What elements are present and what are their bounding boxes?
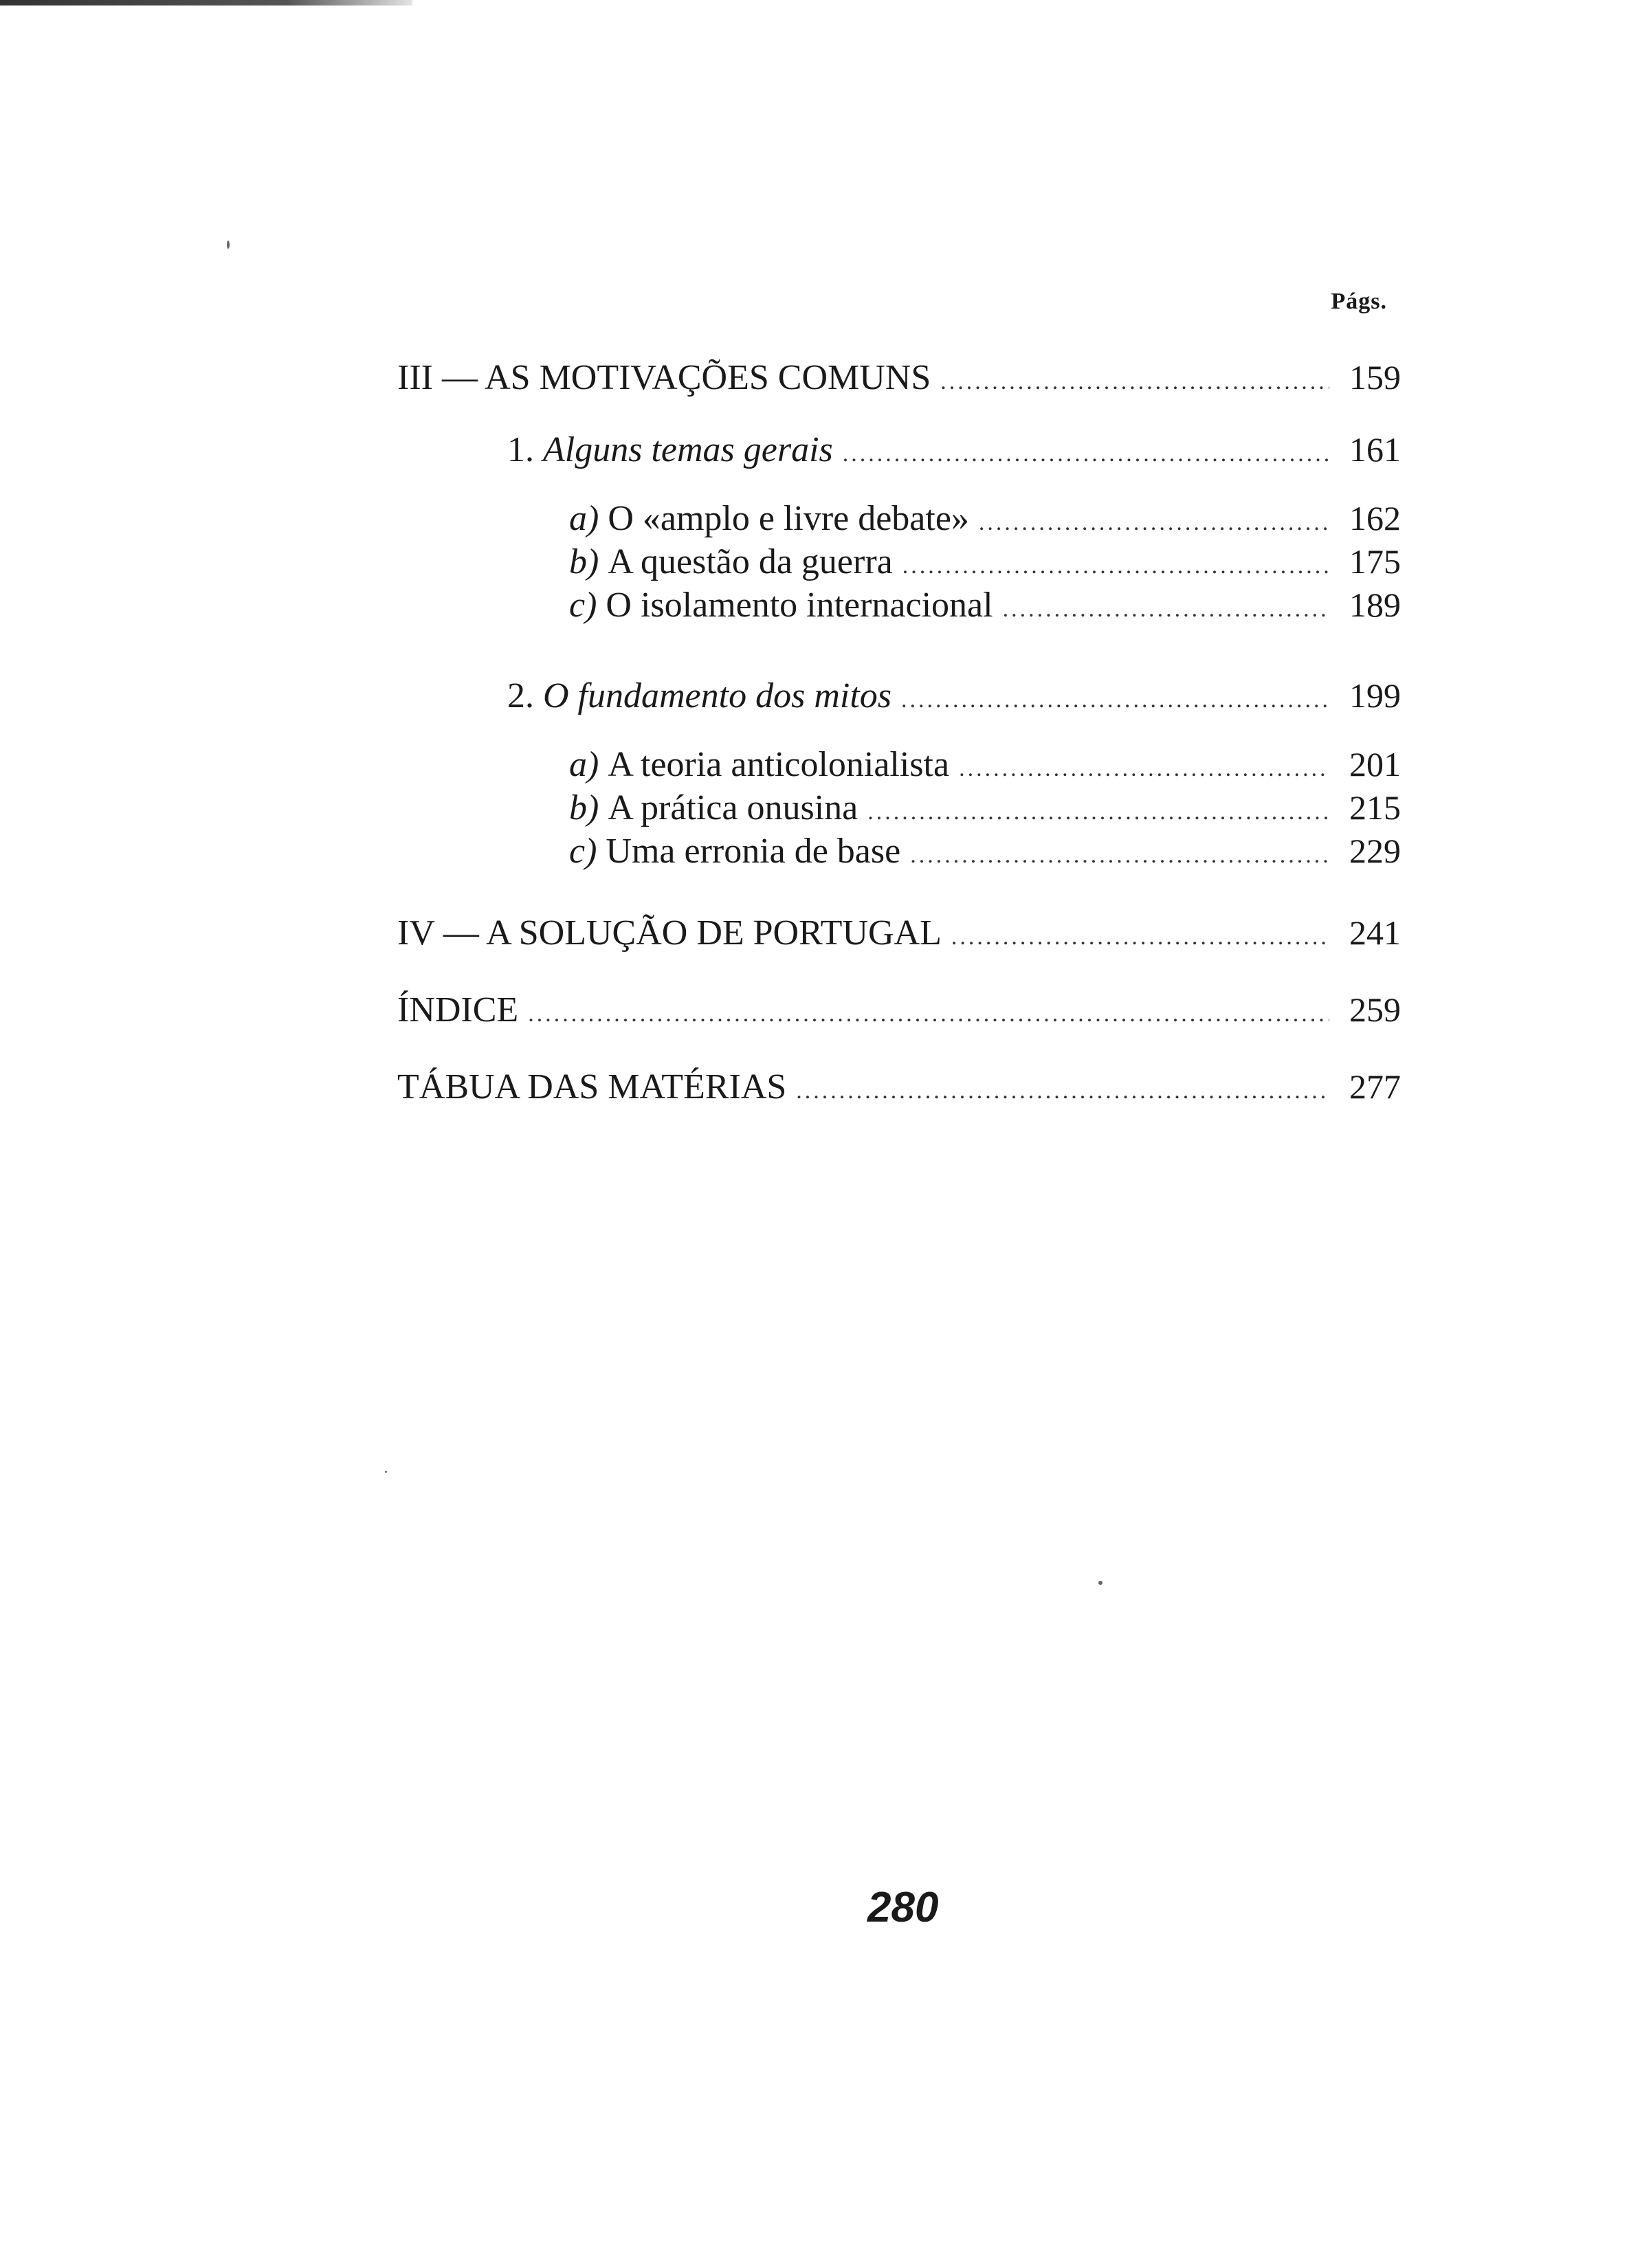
toc-entry-prefix: c) [569,586,606,625]
dot-leader [940,369,1329,395]
toc-entry-table-of-contents[interactable] [397,1067,1401,1107]
toc-entry-page: 159 [1349,358,1401,397]
toc-entry-subsection-c[interactable] [397,585,1401,625]
toc-entry-part-iii[interactable] [397,357,1401,398]
toc-entry-page: 162 [1349,499,1401,537]
scan-speck [385,1471,387,1473]
toc-entry-title: A teoria anticolonialista [608,745,950,784]
dot-leader [843,441,1329,467]
toc-entry-subsection-b[interactable] [397,788,1401,828]
toc-entry-section-2[interactable] [397,676,1401,716]
dot-leader [910,843,1329,869]
toc-entry-prefix: IV — [397,913,487,953]
toc-entry-title: Uma erronia de base [606,832,901,871]
page-number: 280 [867,1884,939,1931]
dot-leader [951,924,1329,950]
toc-entry-part-iv[interactable] [397,913,1401,953]
toc-entry-page: 215 [1349,788,1401,827]
dot-leader [979,510,1329,536]
dot-leader [902,553,1329,579]
toc-entry-subsection-c[interactable] [397,831,1401,871]
toc-entry-page: 201 [1349,745,1401,783]
toc-entry-prefix: b) [569,788,608,827]
toc-entry-title: O «amplo e livre debate» [608,499,969,538]
toc-entry-index[interactable] [397,990,1401,1030]
toc-entry-title: O isolamento internacional [606,586,993,625]
toc-entry-prefix: c) [569,832,606,871]
toc-entry-page: 189 [1349,586,1401,624]
toc-entry-page: 259 [1349,990,1401,1029]
dot-leader [796,1078,1329,1104]
toc-entry-title: A questão da guerra [608,542,893,581]
dot-leader [528,1001,1329,1027]
toc-entry-prefix: a) [569,499,608,538]
toc-entry-title: TÁBUA DAS MATÉRIAS [397,1067,787,1107]
dot-leader [867,799,1329,825]
toc-entry-page: 199 [1349,676,1401,715]
toc-entry-page: 229 [1349,832,1401,870]
toc-entry-title: AS MOTIVAÇÕES COMUNS [485,358,931,397]
toc-entry-page: 161 [1349,430,1401,469]
toc-entry-page: 241 [1349,913,1401,952]
toc-entry-prefix: 1. [507,430,543,469]
toc-entry-subsection-a[interactable] [397,744,1401,785]
dot-leader [959,756,1329,782]
toc-entry-section-1[interactable] [397,430,1401,470]
toc-entry-prefix: 2. [507,676,543,715]
toc-entry-title: A prática onusina [608,788,858,827]
toc-entry-page: 277 [1349,1067,1401,1106]
toc-entry-title: Alguns temas gerais [543,430,833,469]
toc-entry-title: A SOLUÇÃO DE PORTUGAL [486,913,942,953]
top-rule [0,0,412,5]
pages-column-header: Págs. [1331,289,1387,314]
dot-leader [1003,597,1329,623]
toc-entry-subsection-b[interactable] [397,542,1401,582]
toc-entry-page: 175 [1349,542,1401,581]
scan-speck [227,241,230,249]
toc-entry-subsection-a[interactable] [397,498,1401,539]
toc-entry-prefix: b) [569,542,608,581]
scan-speck [1098,1581,1102,1585]
toc-entry-title: ÍNDICE [397,990,519,1030]
toc-entry-title: O fundamento dos mitos [543,676,891,715]
dot-leader [901,687,1329,713]
toc-entry-prefix: III — [397,358,485,397]
toc-entry-prefix: a) [569,745,608,784]
